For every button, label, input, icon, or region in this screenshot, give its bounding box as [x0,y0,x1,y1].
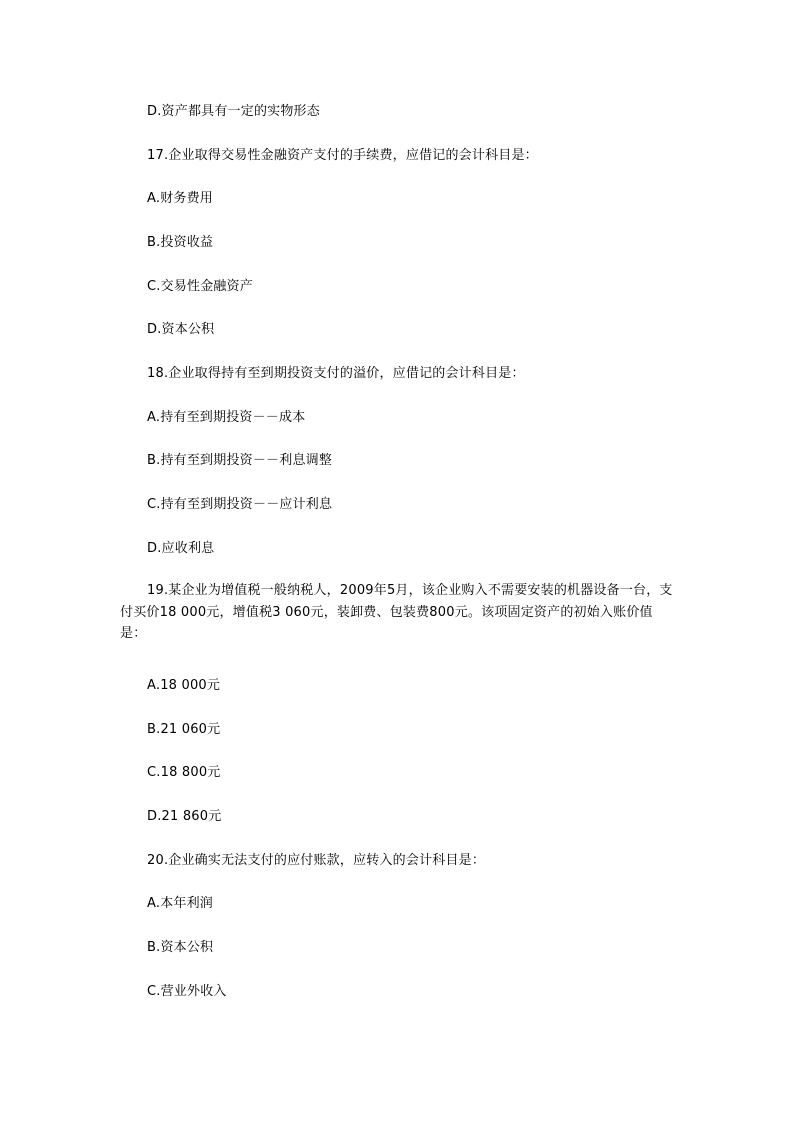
option-c-q19: C.18 800元 [147,765,221,780]
option-d-q19: D.21 860元 [147,809,222,824]
question-20: 20.企业确实无法支付的应付账款，应转入的会计科目是： [147,853,486,868]
option-d-q17: D.资本公积 [147,322,215,337]
option-d-q18: D.应收利息 [147,541,215,556]
option-a-q18: A.持有至到期投资－－成本 [147,410,306,425]
option-d-q16: D.资产都具有一定的实物形态 [147,104,320,119]
option-a-q20: A.本年利润 [147,896,213,911]
option-b-q20: B.资本公积 [147,940,214,955]
option-c-q20: C.营业外收入 [147,984,227,999]
option-c-q18: C.持有至到期投资－－应计利息 [147,497,333,512]
option-c-q17: C.交易性金融资产 [147,279,254,294]
option-b-q18: B.持有至到期投资－－利息调整 [147,453,333,468]
question-18: 18.企业取得持有至到期投资支付的溢价，应借记的会计科目是： [147,366,525,381]
option-b-q17: B.投资收益 [147,235,214,250]
question-17: 17.企业取得交易性金融资产支付的手续费，应借记的会计科目是： [147,148,538,163]
option-a-q19: A.18 000元 [147,678,221,693]
question-19: 19.某企业为增值税一般纳税人，2009年5月，该企业购入不需要安装的机器设备一台，支付买价18 000元，增值税3 060元，装卸费、包装费800元。该项固定资产的初始入账价值是： [120,583,673,641]
option-b-q19: B.21 060元 [147,722,221,737]
option-a-q17: A.财务费用 [147,191,213,206]
